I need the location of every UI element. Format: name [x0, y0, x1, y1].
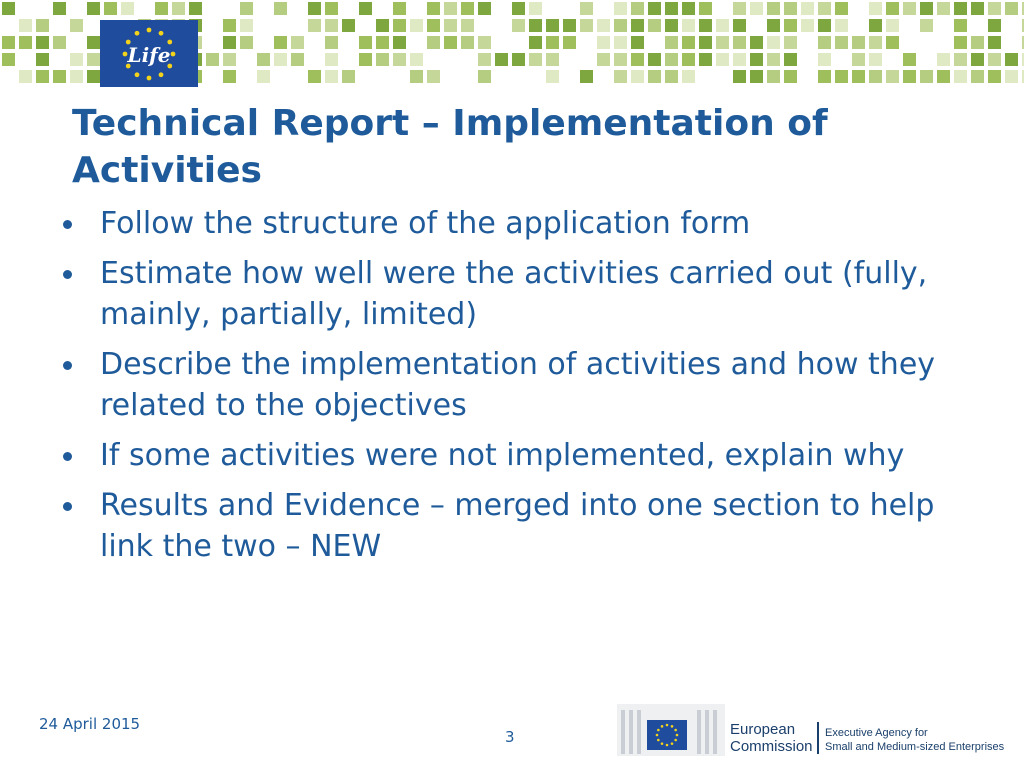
- banner-tile: [546, 53, 559, 66]
- commission-name-line1: European: [730, 721, 796, 738]
- banner-tile: [444, 36, 457, 49]
- banner-tile: [376, 36, 389, 49]
- slide-date: 24 April 2015: [39, 715, 141, 733]
- banner-tile: [325, 2, 338, 15]
- banner-tile: [342, 70, 355, 83]
- banner-tile: [87, 70, 100, 83]
- banner-tile: [835, 19, 848, 32]
- banner-tile: [631, 53, 644, 66]
- eu-star-icon: [661, 725, 664, 728]
- banner-tile: [597, 53, 610, 66]
- banner-tile: [1005, 2, 1018, 15]
- page-title: Technical Report – Implementation of Activities: [72, 103, 828, 191]
- banner-tile: [852, 36, 865, 49]
- banner-tile: [716, 36, 729, 49]
- banner-tile: [954, 19, 967, 32]
- banner-tile: [631, 2, 644, 15]
- banner-tile: [427, 19, 440, 32]
- banner-tile: [716, 19, 729, 32]
- banner-tile: [682, 19, 695, 32]
- banner-tile: [801, 2, 814, 15]
- list-item: [58, 344, 988, 426]
- banner-tile: [580, 2, 593, 15]
- banner-tile: [971, 2, 984, 15]
- eu-star-icon: [666, 744, 669, 747]
- banner-tile: [512, 53, 525, 66]
- banner-tile: [631, 70, 644, 83]
- banner-tile: [291, 36, 304, 49]
- eu-star-icon: [671, 742, 674, 745]
- banner-tile: [512, 2, 525, 15]
- banner-tile: [410, 19, 423, 32]
- eu-star-icon: [657, 729, 660, 732]
- banner-tile: [750, 36, 763, 49]
- banner-tile: [665, 70, 678, 83]
- banner-tile: [2, 36, 15, 49]
- banner-tile: [87, 36, 100, 49]
- banner-tile: [818, 36, 831, 49]
- banner-tile: [988, 70, 1001, 83]
- european-commission-logo: [617, 694, 1012, 758]
- bullet-icon: [63, 452, 72, 461]
- banner-tile: [648, 2, 661, 15]
- banner-tile: [87, 53, 100, 66]
- banner-tile: [36, 53, 49, 66]
- banner-tile: [784, 19, 797, 32]
- banner-tile: [988, 53, 1001, 66]
- banner-tile: [240, 36, 253, 49]
- banner-tile: [410, 70, 423, 83]
- banner-tile: [104, 2, 117, 15]
- banner-tile: [478, 36, 491, 49]
- banner-tile: [427, 36, 440, 49]
- logo-divider: [817, 722, 819, 754]
- banner-tile: [699, 19, 712, 32]
- banner-tile: [682, 53, 695, 66]
- bullet-icon: [63, 361, 72, 370]
- banner-tile: [631, 36, 644, 49]
- banner-tile: [36, 70, 49, 83]
- banner-tile: [733, 19, 746, 32]
- banner-tile: [461, 19, 474, 32]
- banner-tile: [393, 19, 406, 32]
- banner-tile: [784, 2, 797, 15]
- eu-star-icon: [135, 72, 140, 77]
- commission-building-icon: [617, 694, 725, 758]
- banner-tile: [886, 19, 899, 32]
- banner-tile: [546, 36, 559, 49]
- eu-star-icon: [147, 28, 152, 33]
- banner-tile: [733, 70, 746, 83]
- banner-tile: [614, 36, 627, 49]
- banner-tile: [36, 19, 49, 32]
- header-banner: [0, 0, 1024, 90]
- banner-tile: [19, 19, 32, 32]
- banner-tile: [699, 2, 712, 15]
- banner-tile: [359, 2, 372, 15]
- eu-star-icon: [674, 729, 677, 732]
- banner-tile: [954, 2, 967, 15]
- agency-name-line1: Executive Agency for: [825, 727, 928, 739]
- banner-tile: [903, 53, 916, 66]
- eu-star-icon: [671, 725, 674, 728]
- banner-tile: [767, 36, 780, 49]
- banner-tile: [53, 36, 66, 49]
- banner-tile: [376, 53, 389, 66]
- banner-tile: [920, 70, 933, 83]
- banner-tile: [665, 19, 678, 32]
- bullet-list: [58, 203, 988, 576]
- banner-tile: [529, 19, 542, 32]
- list-item: [58, 435, 988, 476]
- list-item: [58, 253, 988, 335]
- eu-star-icon: [135, 31, 140, 36]
- banner-tile: [631, 19, 644, 32]
- banner-tile: [954, 53, 967, 66]
- life-logo: [100, 20, 198, 87]
- banner-tile: [818, 53, 831, 66]
- list-item: [58, 485, 988, 567]
- banner-tile: [325, 36, 338, 49]
- eu-star-icon: [676, 734, 679, 737]
- banner-tile: [172, 2, 185, 15]
- banner-tile: [580, 19, 593, 32]
- banner-tile: [1005, 53, 1018, 66]
- banner-tile: [682, 2, 695, 15]
- banner-tile: [376, 19, 389, 32]
- banner-tile: [920, 2, 933, 15]
- page-number: 3: [505, 728, 515, 746]
- banner-tile: [274, 2, 287, 15]
- life-logo-icon: [100, 20, 198, 87]
- banner-tile: [750, 2, 763, 15]
- banner-tile: [699, 53, 712, 66]
- banner-tile: [240, 2, 253, 15]
- banner-tile: [70, 70, 83, 83]
- banner-tile: [971, 70, 984, 83]
- banner-tile: [869, 70, 882, 83]
- banner-tile: [784, 53, 797, 66]
- banner-tile: [716, 53, 729, 66]
- banner-tile: [53, 70, 66, 83]
- banner-tile: [750, 70, 763, 83]
- eu-star-icon: [656, 734, 659, 737]
- banner-tile: [903, 70, 916, 83]
- banner-tile: [784, 70, 797, 83]
- banner-tile: [546, 19, 559, 32]
- banner-tile: [325, 70, 338, 83]
- banner-tile: [461, 2, 474, 15]
- banner-tile: [223, 19, 236, 32]
- banner-tile: [478, 70, 491, 83]
- banner-tile: [886, 70, 899, 83]
- banner-tile: [393, 36, 406, 49]
- banner-tile: [359, 36, 372, 49]
- banner-tile: [954, 70, 967, 83]
- banner-tile: [750, 53, 763, 66]
- banner-tile: [767, 70, 780, 83]
- banner-tile: [869, 36, 882, 49]
- banner-tile: [988, 2, 1001, 15]
- eu-star-icon: [666, 724, 669, 727]
- banner-tile: [818, 2, 831, 15]
- banner-tile: [954, 36, 967, 49]
- bullet-text: Estimate how well were the activities carried out (fully, mainly, partially, limited): [100, 256, 928, 332]
- banner-tile: [495, 53, 508, 66]
- banner-tile: [869, 19, 882, 32]
- banner-tile: [733, 2, 746, 15]
- banner-tile: [801, 19, 814, 32]
- banner-tile: [682, 70, 695, 83]
- banner-tile: [257, 53, 270, 66]
- banner-tile: [988, 36, 1001, 49]
- banner-tile: [784, 36, 797, 49]
- banner-tile: [121, 2, 134, 15]
- banner-tile: [988, 19, 1001, 32]
- banner-tile: [614, 2, 627, 15]
- banner-tile: [614, 53, 627, 66]
- banner-tile: [937, 70, 950, 83]
- banner-tile: [903, 2, 916, 15]
- banner-tile: [665, 2, 678, 15]
- eu-star-icon: [661, 742, 664, 745]
- banner-tile: [886, 36, 899, 49]
- banner-tile: [869, 53, 882, 66]
- banner-tile: [427, 2, 440, 15]
- banner-tile: [512, 19, 525, 32]
- banner-tile: [580, 70, 593, 83]
- banner-tile: [478, 53, 491, 66]
- banner-tile: [971, 36, 984, 49]
- banner-tile: [308, 2, 321, 15]
- banner-tile: [665, 53, 678, 66]
- banner-tile: [444, 19, 457, 32]
- banner-tile: [223, 53, 236, 66]
- banner-tile: [478, 2, 491, 15]
- banner-tile: [852, 53, 865, 66]
- banner-tile: [240, 19, 253, 32]
- banner-tile: [19, 70, 32, 83]
- eu-star-icon: [159, 31, 164, 36]
- banner-tile: [257, 70, 270, 83]
- banner-tile: [274, 36, 287, 49]
- banner-tile: [920, 19, 933, 32]
- banner-tile: [818, 19, 831, 32]
- banner-tile: [19, 36, 32, 49]
- banner-tile: [835, 36, 848, 49]
- list-item: [58, 203, 988, 244]
- eu-star-icon: [674, 739, 677, 742]
- banner-tile: [852, 70, 865, 83]
- bullet-text: Describe the implementation of activities and how they related to the objectives: [100, 347, 936, 423]
- banner-tile: [206, 53, 219, 66]
- banner-tile: [274, 53, 287, 66]
- banner-tile: [87, 2, 100, 15]
- bullet-icon: [63, 270, 72, 279]
- banner-tile: [70, 53, 83, 66]
- agency-name-line2: Small and Medium-sized Enterprises: [825, 741, 1005, 753]
- banner-tile: [648, 19, 661, 32]
- banner-tile: [461, 36, 474, 49]
- banner-tile: [70, 19, 83, 32]
- banner-tile: [223, 70, 236, 83]
- banner-tile: [682, 36, 695, 49]
- banner-tile: [529, 2, 542, 15]
- banner-tile: [1005, 70, 1018, 83]
- banner-tile: [767, 19, 780, 32]
- banner-tile: [937, 2, 950, 15]
- banner-tile: [529, 53, 542, 66]
- banner-tile: [529, 36, 542, 49]
- banner-tile: [818, 70, 831, 83]
- banner-tile: [444, 2, 457, 15]
- eu-star-icon: [159, 72, 164, 77]
- commission-name-line2: Commission: [730, 738, 813, 755]
- banner-tile: [614, 19, 627, 32]
- banner-tile: [2, 2, 15, 15]
- banner-tile: [325, 53, 338, 66]
- banner-tile: [546, 70, 559, 83]
- banner-tile: [2, 53, 15, 66]
- banner-tile: [767, 2, 780, 15]
- eu-star-icon: [657, 739, 660, 742]
- banner-tile: [410, 53, 423, 66]
- banner-tile: [597, 19, 610, 32]
- bullet-text: Results and Evidence – merged into one section to help link the two – NEW: [100, 488, 935, 564]
- banner-tile: [886, 2, 899, 15]
- banner-tile: [614, 70, 627, 83]
- banner-tile: [563, 19, 576, 32]
- banner-tile: [665, 36, 678, 49]
- banner-tile: [563, 36, 576, 49]
- banner-tile: [308, 70, 321, 83]
- commission-name: [730, 721, 813, 755]
- banner-tile: [733, 36, 746, 49]
- banner-tile: [393, 2, 406, 15]
- banner-tile: [155, 2, 168, 15]
- banner-tile: [835, 2, 848, 15]
- eu-star-icon: [147, 76, 152, 81]
- bullet-icon: [63, 220, 72, 229]
- banner-tile: [869, 2, 882, 15]
- bullet-text: If some activities were not implemented, explain why: [100, 438, 905, 473]
- banner-tile: [342, 19, 355, 32]
- bullet-text: Follow the structure of the application form: [100, 206, 751, 241]
- banner-tile: [308, 19, 321, 32]
- banner-tile: [648, 70, 661, 83]
- banner-tile: [223, 36, 236, 49]
- banner-tile: [36, 36, 49, 49]
- eu-star-icon: [171, 52, 176, 57]
- banner-tile: [971, 53, 984, 66]
- banner-tile: [359, 53, 372, 66]
- banner-tile: [937, 53, 950, 66]
- banner-tile: [648, 53, 661, 66]
- banner-tile: [733, 53, 746, 66]
- banner-tile: [291, 53, 304, 66]
- banner-tile: [393, 53, 406, 66]
- svg-text:Life: Life: [127, 43, 171, 67]
- banner-tile: [53, 2, 66, 15]
- agency-name: [825, 726, 1004, 754]
- banner-tile: [835, 70, 848, 83]
- banner-tile: [325, 19, 338, 32]
- banner-tile: [597, 36, 610, 49]
- bullet-icon: [63, 502, 72, 511]
- banner-tile: [699, 36, 712, 49]
- banner-tile: [767, 53, 780, 66]
- banner-tile: [189, 2, 202, 15]
- banner-tile: [427, 70, 440, 83]
